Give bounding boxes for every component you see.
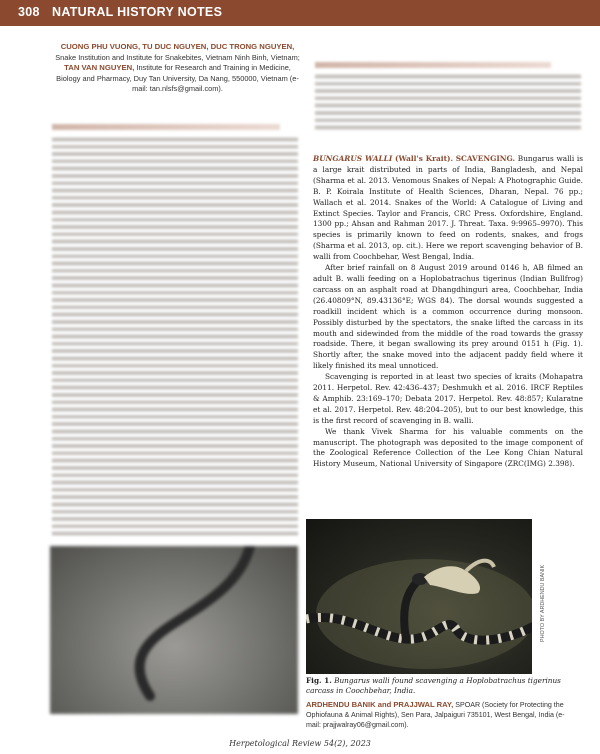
article-paragraph-1-text: Bungarus walli is a large krait distributed in parts of India, Bangladesh, and Nepal (Sharma et al. 2013. Venomous Snakes of Nepal: A Photographic Guide. B. P. Koirala Institute of Health Sciences, Dharan, Nepal. 76 pp.; Wallach et al. 2014. Snakes of the World: A Catalogue of Living and Extinct Species. Taylor and Francis, CRC Press. Oxfordshire, England. 1300 pp.; Ahsan and Rahman 2017. J. Threat. Taxa. 9:9965–9970). This species is primarily known to feed on rodents, snakes, and frogs (Sharma et al. 2013, op. cit.). Here we report scavenging behavior of B. walli from Coochbehar, West Bengal, India. <box>313 154 584 262</box>
byline-names: ARDHENDU BANIK and PRAJJWAL RAY, <box>306 700 454 709</box>
article-byline <box>306 700 572 731</box>
section-title: NATURAL HISTORY NOTES <box>52 5 223 19</box>
previous-article-authors <box>54 42 301 95</box>
blurred-snake-left <box>140 546 250 696</box>
article-common-name: (Wall's Krait). <box>395 154 454 163</box>
article-topic: SCAVENGING. <box>455 154 516 163</box>
article-paragraph-4: We thank Vivek Sharma for his valuable comments on the manuscript. The photograph was deposited to the image component of the Zoological Reference Collection of the Lee Kong Chian Natural History Museum, National University of Singapore (ZRC(IMG) 2.398). <box>313 426 583 469</box>
article-paragraph-3: Scavenging is reported in at least two species of kraits (Mohapatra 2011. Herpetol. Rev. 42:436–437; Deshmukh et al. 2016. IRCF Reptiles & Amphib. 23:169–170; Debata 2017. Herpetol. Rev. 48:857; Kularatne et al. 2017. Herpetol. Rev. 48:204–205), but to our best knowledge, this is the first record of scavenging in B. walli. <box>313 372 583 425</box>
figure-caption <box>306 676 572 696</box>
article-species: BUNGARUS WALLI <box>313 154 393 163</box>
blurred-text-right-top <box>315 71 581 133</box>
photo-credit: PHOTO BY ARDHENDU BANIK <box>540 564 546 642</box>
page-header <box>0 0 600 26</box>
article-paragraph-1 <box>313 154 583 263</box>
author-affiliation-2: Institute for Research and Training in Medicine, Biology and Pharmacy, Duy Tan University, Da Nang, 550000, Vietnam (e-mail: tan.nlsfs@gmail.com). <box>56 63 299 94</box>
figure-caption-text: Bungarus walli found scavenging a Hoplobatrachus tigerinus carcass in Coochbehar, India. <box>306 676 561 696</box>
byline-affiliation: SPOAR (Society for Protecting the Ophiofauna & Animal Rights), Sen Para, Jalpaiguri 735101, West Bengal, India (e-mail: prajjwalray06@gmail.com). <box>306 701 565 730</box>
blurred-photo-left <box>50 546 298 714</box>
article-paragraph-2: After brief rainfall on 8 August 2019 around 0146 h, AB filmed an adult B. walli feeding on a Hoplobatrachus tigerinus (Indian Bullfrog) carcass on an asphalt road at Dhangdhinguri area, Coochbehar, India (26.40809°N, 89.43136°E; WGS 84). The dorsal wounds suggested a roadkill incident which is a common occurrence during monsoon. Possibly disturbed by the spectators, the snake lifted the carcass in its mouth and sidewinded from the middle of the road towards the grassy roadside. There, it began swallowing its prey around 0151 h (Fig. 1). Shortly after, the snake moved into the adjacent paddy field where it likely finished its meal unnoticed. <box>313 263 583 371</box>
figure-label: Fig. 1. <box>306 676 332 685</box>
blurred-heading-right <box>315 62 551 68</box>
article-bungarus-walli <box>313 154 583 470</box>
figure-1-photo <box>306 519 532 674</box>
author-names-1: CUONG PHU VUONG, TU DUC NGUYEN, DUC TRONG NGUYEN, <box>60 42 295 51</box>
author-names-2: TAN VAN NGUYEN, <box>64 63 135 73</box>
author-affiliation-1: Snake Institution and Institute for Snakebites, Vietnam Ninh Binh, Vietnam; <box>55 52 300 62</box>
blurred-text-left-column <box>52 134 298 536</box>
page-footer: Herpetological Review 54(2), 2023 <box>229 739 371 748</box>
page-number: 308 <box>18 5 40 19</box>
blurred-heading-left <box>52 124 280 130</box>
